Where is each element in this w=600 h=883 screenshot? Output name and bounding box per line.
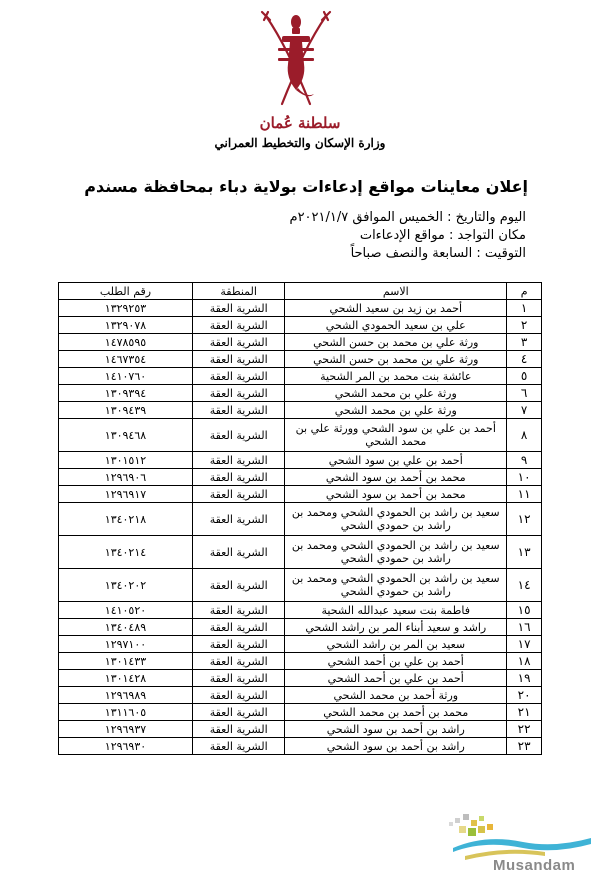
cell-num: ١٤: [507, 569, 542, 602]
cell-num: ١٠: [507, 469, 542, 486]
cell-request-number: ١٣٢٩٢٥٣: [59, 300, 193, 317]
cell-request-number: ١٢٩٦٩٠٦: [59, 469, 193, 486]
table-row: [59, 721, 542, 738]
cell-request-number: ١٢٩٦٩٨٩: [59, 687, 193, 704]
cell-num: ١٧: [507, 636, 542, 653]
cell-request-number: ١٣٢٩٠٧٨: [59, 317, 193, 334]
cell-area: الشرية العقة: [192, 419, 284, 452]
cell-num: ١٥: [507, 602, 542, 619]
cell-num: ٩: [507, 452, 542, 469]
table-row: [59, 687, 542, 704]
cell-name: محمد بن أحمد بن سود الشحي: [285, 486, 507, 503]
table-row: [59, 351, 542, 368]
cell-num: ٧: [507, 402, 542, 419]
cell-area: الشرية العقة: [192, 402, 284, 419]
cell-num: ٣: [507, 334, 542, 351]
cell-num: ٨: [507, 419, 542, 452]
cell-num: ١٦: [507, 619, 542, 636]
page-title: إعلان معاينات مواقع إدعاءات بولاية دباء بمحافظة مسندم: [84, 177, 528, 196]
table-row: [59, 569, 542, 602]
table-row: [59, 636, 542, 653]
cell-area: الشرية العقة: [192, 653, 284, 670]
table-row: [59, 334, 542, 351]
table-row: [59, 317, 542, 334]
cell-num: ١٢: [507, 503, 542, 536]
cell-num: ٢٠: [507, 687, 542, 704]
cell-name: ورثة علي بن محمد الشحي: [285, 402, 507, 419]
cell-area: الشرية العقة: [192, 503, 284, 536]
table-row: [59, 469, 542, 486]
table-row: [59, 503, 542, 536]
inspections-table: [58, 282, 542, 755]
cell-request-number: ١٣٠٩٣٩٤: [59, 385, 193, 402]
cell-name: أحمد بن زيد بن سعيد الشحي: [285, 300, 507, 317]
cell-area: الشرية العقة: [192, 602, 284, 619]
cell-request-number: ١٣٤٠٤٨٩: [59, 619, 193, 636]
header-area: المنطقة: [192, 283, 284, 300]
cell-area: الشرية العقة: [192, 385, 284, 402]
cell-name: أحمد بن علي بن سود الشحي: [285, 452, 507, 469]
table-body: [59, 300, 542, 755]
cell-request-number: ١٤١٠٥٢٠: [59, 602, 193, 619]
cell-name: ورثة علي بن محمد بن حسن الشحي: [285, 351, 507, 368]
cell-area: الشرية العقة: [192, 619, 284, 636]
cell-name: راشد بن أحمد بن سود الشحي: [285, 738, 507, 755]
cell-num: ٢٢: [507, 721, 542, 738]
cell-num: ١٨: [507, 653, 542, 670]
cell-num: ٢٣: [507, 738, 542, 755]
table-row: [59, 738, 542, 755]
cell-request-number: ١٤٧٨٥٩٥: [59, 334, 193, 351]
cell-name: راشد بن أحمد بن سود الشحي: [285, 721, 507, 738]
cell-request-number: ١٢٩٦٩١٧: [59, 486, 193, 503]
cell-area: الشرية العقة: [192, 452, 284, 469]
cell-area: الشرية العقة: [192, 687, 284, 704]
cell-name: ورثة علي بن محمد بن حسن الشحي: [285, 334, 507, 351]
cell-name: محمد بن أحمد بن سود الشحي: [285, 469, 507, 486]
cell-name: عائشة بنت محمد بن المر الشحية: [285, 368, 507, 385]
table-row: [59, 385, 542, 402]
table-header-row: [59, 283, 542, 300]
table-row: [59, 452, 542, 469]
cell-request-number: ١٤٦٧٣٥٤: [59, 351, 193, 368]
cell-request-number: ١٤١٠٧٦٠: [59, 368, 193, 385]
cell-request-number: ١٣٠١٤٢٨: [59, 670, 193, 687]
cell-name: ورثة أحمد بن محمد الشحي: [285, 687, 507, 704]
cell-num: ٤: [507, 351, 542, 368]
meta-place: مكان التواجد : مواقع الإدعاءات: [359, 228, 526, 243]
cell-request-number: ١٣٤٠٢١٨: [59, 503, 193, 536]
cell-name: سعيد بن راشد بن الحمودي الشحي ومحمد بن راشد بن حمودي الشحي: [285, 536, 507, 569]
cell-name: أحمد بن علي بن أحمد الشحي: [285, 653, 507, 670]
header-num: م: [507, 283, 542, 300]
cell-area: الشرية العقة: [192, 317, 284, 334]
cell-area: الشرية العقة: [192, 300, 284, 317]
cell-area: الشرية العقة: [192, 536, 284, 569]
cell-request-number: ١٢٩٦٩٣٧: [59, 721, 193, 738]
cell-area: الشرية العقة: [192, 469, 284, 486]
cell-area: الشرية العقة: [192, 704, 284, 721]
table-row: [59, 602, 542, 619]
table-row: [59, 419, 542, 452]
cell-area: الشرية العقة: [192, 334, 284, 351]
cell-num: ١٩: [507, 670, 542, 687]
watermark-text: Musandam: [493, 857, 576, 874]
cell-num: ١١: [507, 486, 542, 503]
cell-request-number: ١٣٠٩٤٦٨: [59, 419, 193, 452]
cell-name: فاطمة بنت سعيد عبدالله الشحية: [285, 602, 507, 619]
cell-name: علي بن سعيد الحمودي الشحي: [285, 317, 507, 334]
cell-area: الشرية العقة: [192, 738, 284, 755]
ministry-name-ar: وزارة الإسكان والتخطيط العمراني: [214, 136, 386, 150]
cell-name: ورثة علي بن محمد الشحي: [285, 385, 507, 402]
table-row: [59, 619, 542, 636]
cell-num: ١: [507, 300, 542, 317]
org-name-ar: سلطنة عُمان: [259, 114, 341, 132]
oman-emblem-icon: [258, 8, 334, 114]
table-row: [59, 300, 542, 317]
cell-name: أحمد بن علي بن سود الشحي وورثة علي بن محمد الشحي: [285, 419, 507, 452]
cell-area: الشرية العقة: [192, 569, 284, 602]
cell-num: ٥: [507, 368, 542, 385]
cell-request-number: ١٣١١٦٠٥: [59, 704, 193, 721]
cell-num: ١٣: [507, 536, 542, 569]
header-name: الاسم: [285, 283, 507, 300]
cell-num: ٦: [507, 385, 542, 402]
cell-num: ٢: [507, 317, 542, 334]
cell-area: الشرية العقة: [192, 486, 284, 503]
cell-name: محمد بن أحمد بن محمد الشحي: [285, 704, 507, 721]
table-row: [59, 486, 542, 503]
cell-request-number: ١٢٩٦٩٣٠: [59, 738, 193, 755]
table-row: [59, 704, 542, 721]
cell-area: الشرية العقة: [192, 351, 284, 368]
table-row: [59, 402, 542, 419]
cell-request-number: ١٢٩٧١٠٠: [59, 636, 193, 653]
meta-time: التوقيت : السابعة والنصف صباحاً: [350, 246, 526, 261]
cell-area: الشرية العقة: [192, 721, 284, 738]
table-row: [59, 368, 542, 385]
table-row: [59, 670, 542, 687]
meta-date: اليوم والتاريخ : الخميس الموافق ٢٠٢١/١/٧م: [289, 210, 526, 225]
cell-request-number: ١٣٠١٤٣٣: [59, 653, 193, 670]
cell-area: الشرية العقة: [192, 368, 284, 385]
cell-num: ٢١: [507, 704, 542, 721]
table-row: [59, 653, 542, 670]
header-request-number: رقم الطلب: [59, 283, 193, 300]
cell-area: الشرية العقة: [192, 670, 284, 687]
cell-name: راشد و سعيد أبناء المر بن راشد الشحي: [285, 619, 507, 636]
cell-name: سعيد بن راشد بن الحمودي الشحي ومحمد بن راشد بن حمودي الشحي: [285, 569, 507, 602]
cell-request-number: ١٣٠١٥١٢: [59, 452, 193, 469]
cell-request-number: ١٣٠٩٤٣٩: [59, 402, 193, 419]
cell-name: سعيد بن المر بن راشد الشحي: [285, 636, 507, 653]
cell-name: سعيد بن راشد بن الحمودي الشحي ومحمد بن راشد بن حمودي الشحي: [285, 503, 507, 536]
table-row: [59, 536, 542, 569]
cell-area: الشرية العقة: [192, 636, 284, 653]
cell-request-number: ١٣٤٠٢١٤: [59, 536, 193, 569]
cell-name: أحمد بن علي بن أحمد الشحي: [285, 670, 507, 687]
cell-request-number: ١٣٤٠٢٠٢: [59, 569, 193, 602]
